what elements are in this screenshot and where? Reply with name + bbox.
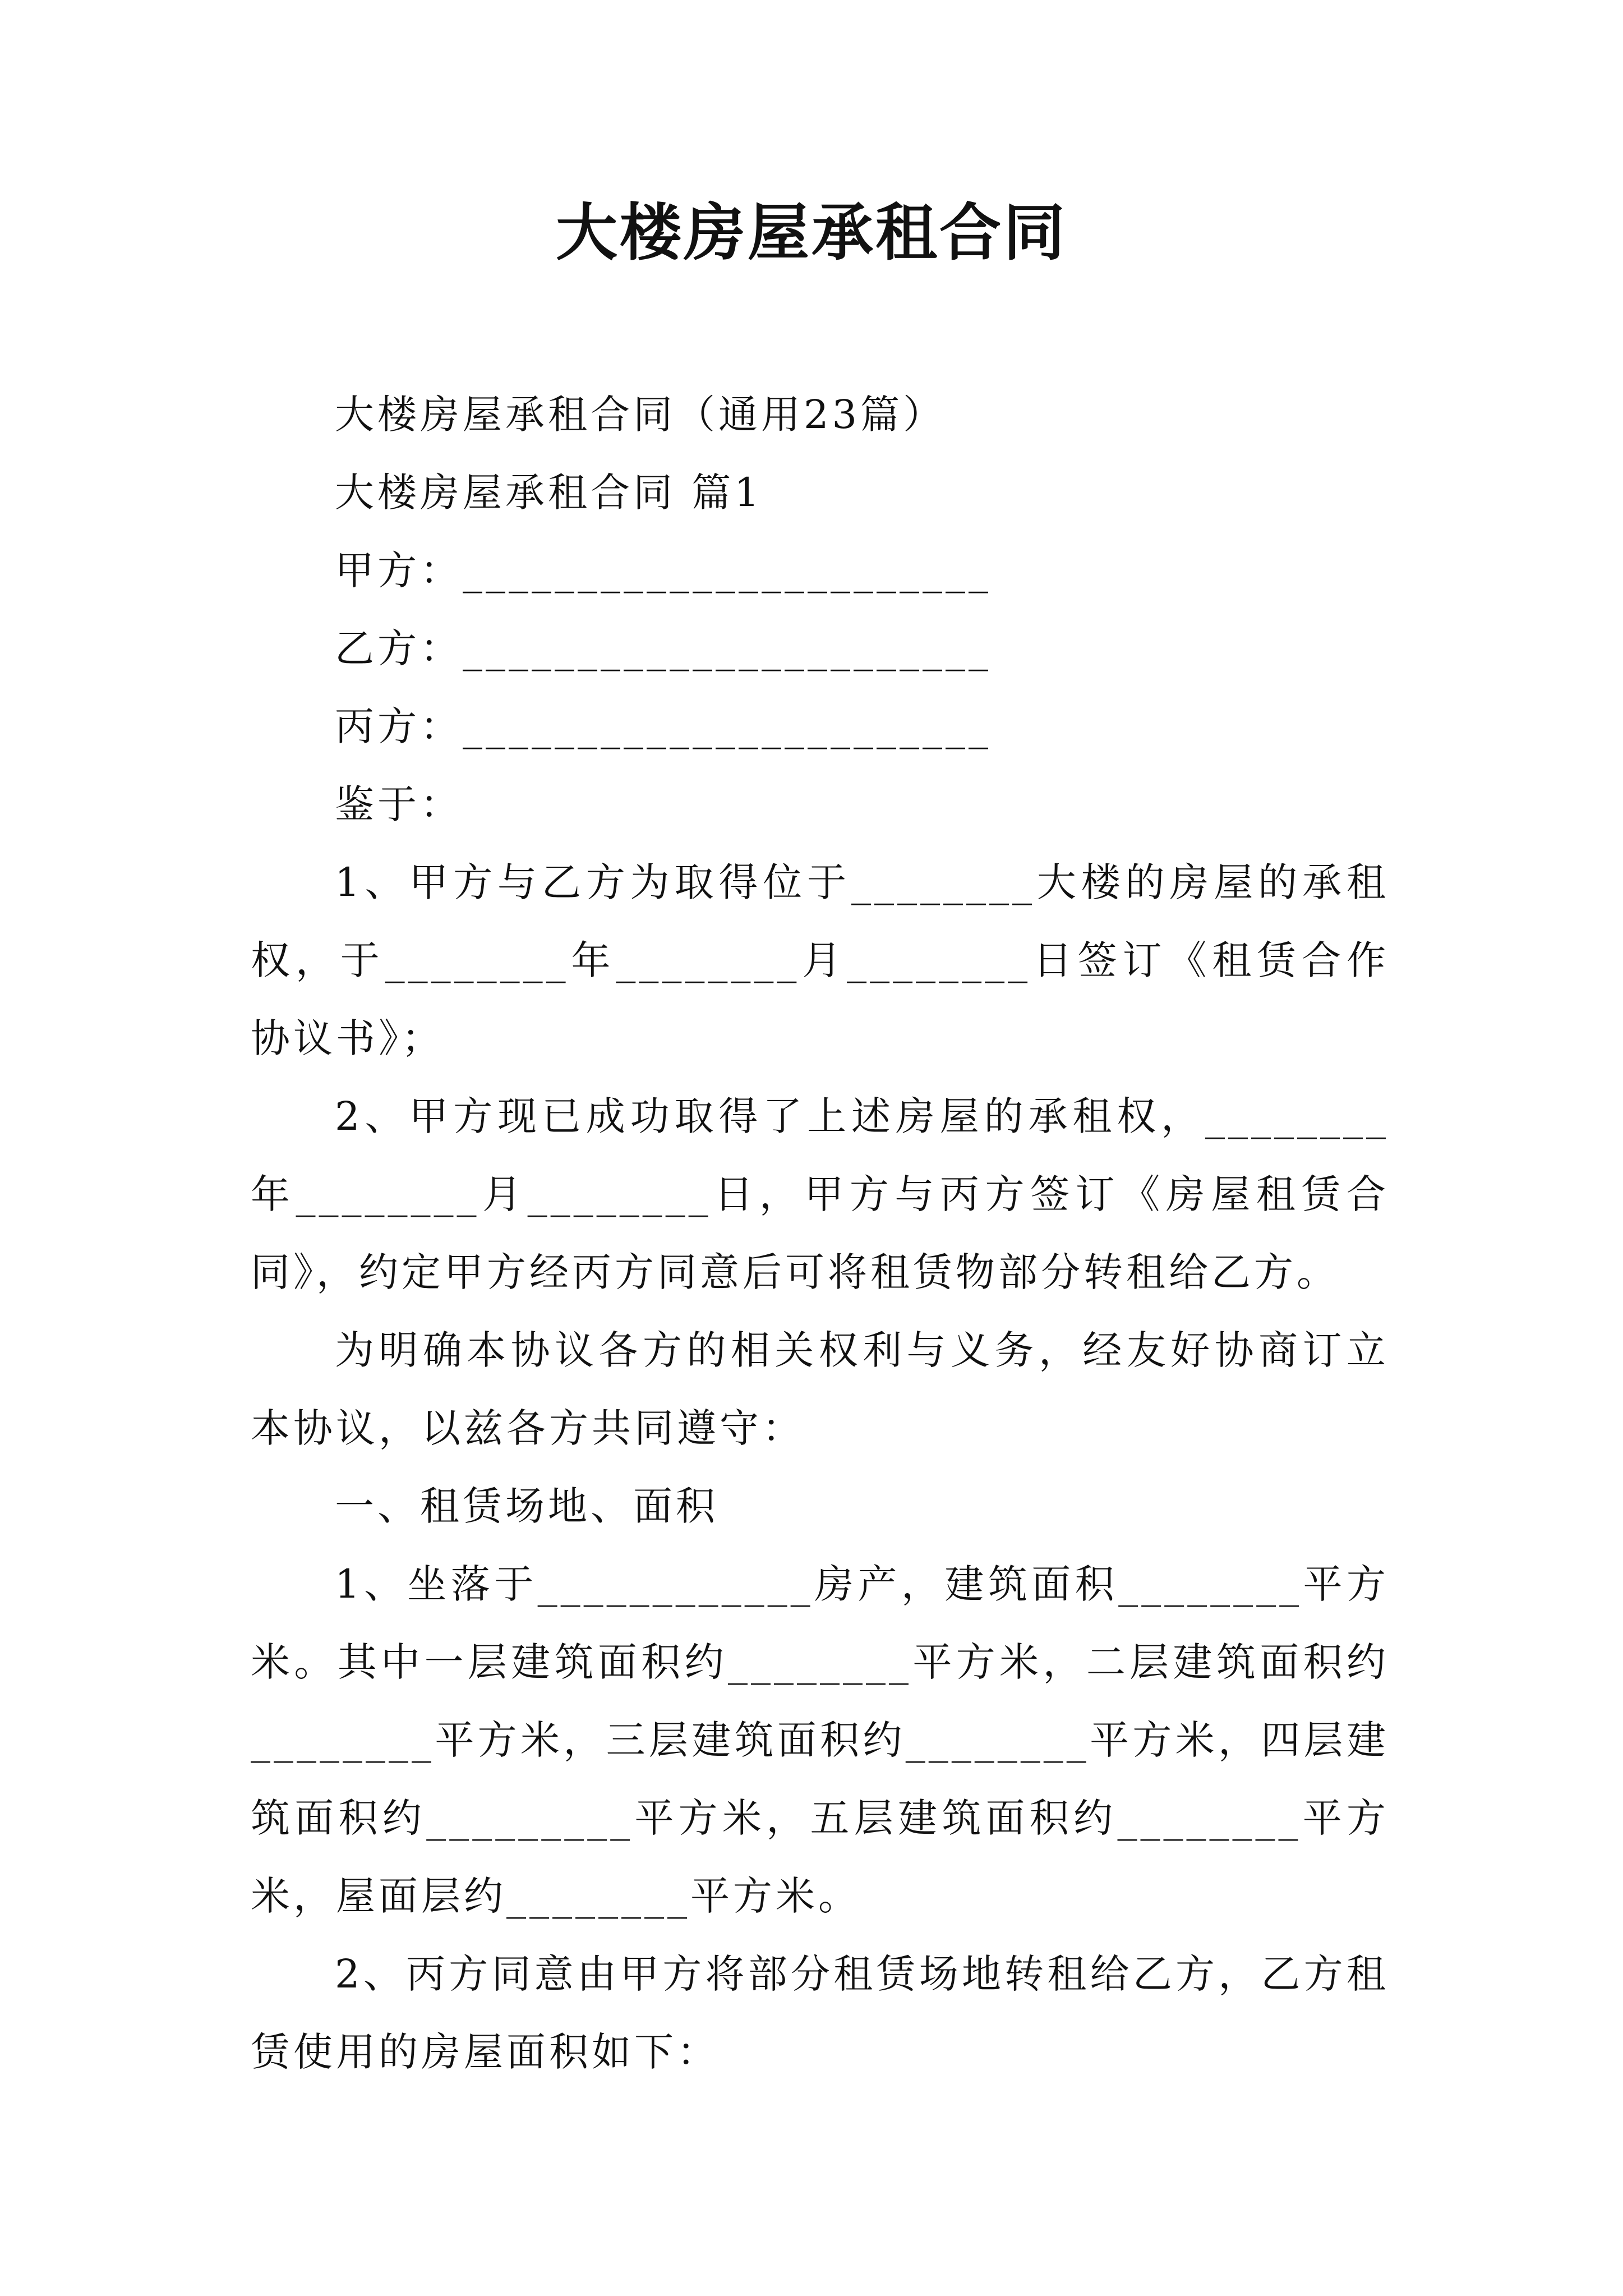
document-subtitle: 大楼房屋承租合同（通用23篇） bbox=[335, 392, 946, 438]
section-heading: 大楼房屋承租合同 篇1 bbox=[335, 470, 763, 516]
article-1-item-1: 1、坐落于____________房产，建筑面积________平方米。其中一层建筑面积约________平方米，二层建筑面积约________平方米，三层建筑面积约________平方米，四层建筑面积约_________平方米，五层建筑面积约________平方米，屋面层约________平方米。 bbox=[251, 1561, 1389, 1919]
document-body bbox=[251, 376, 1389, 2091]
document-title: 大楼房屋承租合同 bbox=[556, 196, 1067, 269]
purpose-paragraph: 为明确本协议各方的相关权利与义务，经友好协商订立本协议，以兹各方共同遵守： bbox=[251, 1327, 1389, 1451]
party-c-line: 丙方：_______________________ bbox=[335, 703, 992, 749]
clause-2: 2、甲方现已成功取得了上述房屋的承租权，________年________月________日，甲方与丙方签订《房屋租赁合同》，约定甲方经丙方同意后可将租赁物部分转租给乙方。 bbox=[251, 1093, 1389, 1295]
party-a-line: 甲方：_______________________ bbox=[335, 547, 992, 593]
article-1-heading: 一、租赁场地、面积 bbox=[335, 1483, 718, 1529]
article-1-item-2: 2、丙方同意由甲方将部分租赁场地转租给乙方，乙方租赁使用的房屋面积如下： bbox=[251, 1951, 1389, 2075]
whereas-label: 鉴于： bbox=[335, 781, 463, 827]
clause-1: 1、甲方与乙方为取得位于________大楼的房屋的承租权，于________年________月________日签订《租赁合作协议书》； bbox=[251, 859, 1389, 1061]
party-b-line: 乙方：_______________________ bbox=[335, 625, 992, 671]
